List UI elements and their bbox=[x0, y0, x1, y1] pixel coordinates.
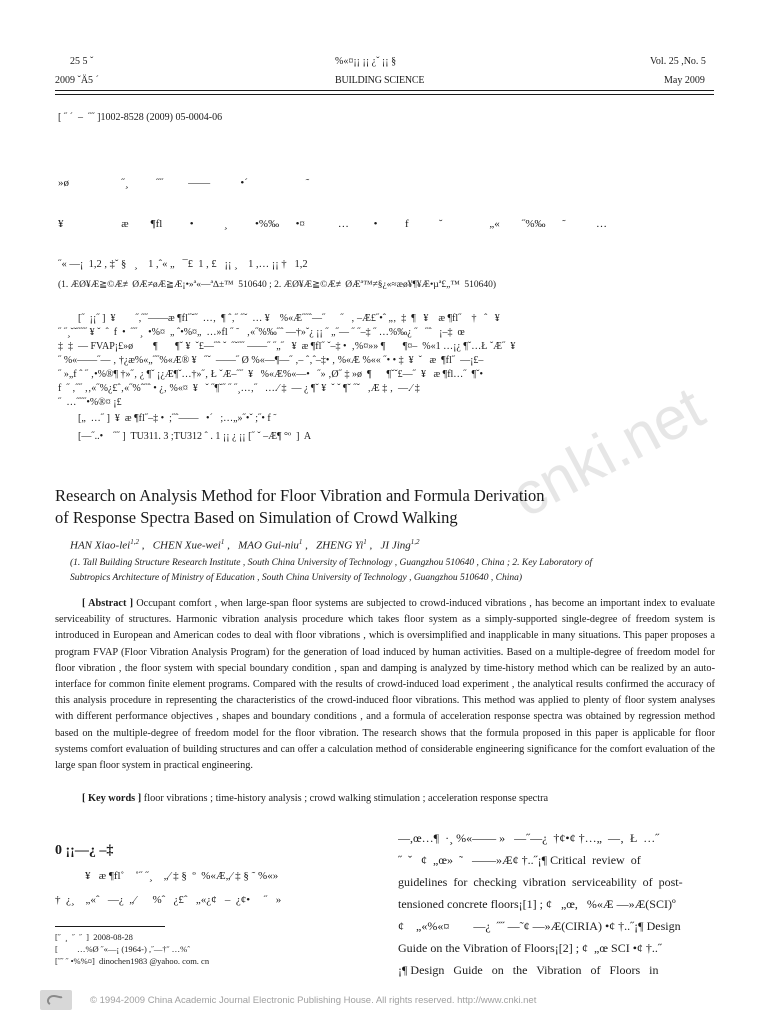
affiliation-line1: (1. Tall Building Structure Research Institute , South China University of Technology , Guangzhou 510640 , China ; 2. Key Laboratory of bbox=[70, 558, 593, 568]
cnki-watermark: cnki.net bbox=[500, 373, 715, 531]
keywords-text: floor vibrations ; time-history analysis ; crowd walking stimulation ; acceleration response spectra bbox=[143, 793, 549, 804]
right-col-line: —,œ…¶ ·¸ %«—— » —˝—¿ †¢•¢ †…„ —‚ Ł …˝ bbox=[398, 831, 660, 845]
right-column bbox=[398, 827, 714, 981]
cn-abstract-line: f ˝ ‚˝˝ ‚‚«˝%¿£ˆ‚«˝%ˆ˝ˆ • ¿‚ %«¤ ¥ ˇ ˝¶ˇ˝ ˝ ˝¸…‚˝ ….⁄ ‡ — ¿ ¶ˇ ¥ ˇ ˇ ¶ˇ ˝ˇ ‚Æ ‡ ‚ —.⁄ ‡ bbox=[58, 383, 420, 394]
section-heading-intro: 0 ¡¡—¿ –‡ bbox=[55, 843, 114, 858]
footnote-rule bbox=[55, 926, 165, 927]
cn-affiliation: (1. ÆØ¥Æ≧©Æ≢ØÆ≠øÆ≧Æ¡•»ª«—ª∆±™ 510640 ; 2. ÆØ¥Æ≧©Æ≢ØÆª™≠§¿«≈æø¥¶¥Æ•µª£„™ 510640) bbox=[58, 280, 497, 290]
abstract-text: Occupant comfort , when large-span floor systems are subjected to crowd-induced vibrations , has become an important index to evaluate serviceability of structures. Harmonic vibration analysis procedure which takes floor system as a simply-supported single-degree of freedom system is introduced in European and American codes to deal with floor vibrations , which is oversimplified and inapplicable in many situations. This paper proposes a program FVAP (Floor Vibration Analysis Program) for the generation of load induced by human activities. Based on a multiple-degree of freedom model for floor vibration , the floor system with special boundary condition , span and damping is analyzed by time-history method which can be realized by an auto-interface for common finite element programs. Compared with the results of crowd-induced load experiment , the analytical results confirmed the accuracy of this analysis procedure in representing the characteristics of the crowd-induced floor vibrations. This method was applied to plenty of floor system analyses with different performance objectives , shapes and boundary conditions , and a formula of acceleration response spectra was obtained by regression method based on the multiple-degree of freedom model for the floor vibration. The research shows that the formula proposed in this paper is applicable for floor systems comfort evaluation of building structures and can offer a calculation method of considerable engineering significance for the comfort evaluation of the large span floor system in practical engineering. bbox=[55, 598, 715, 772]
header-volume-cn: 25 5 ˇ bbox=[70, 56, 94, 67]
cn-abstract-line: ˝ %«——˝— ‚ †¿æ%«„˝˝%«Æ® ¥ ˝ˇ ——˝ Ø %«—¶—˝ ‚– ˆ‚ˆ–‡• ‚ %«Æ %«« ˝• • ‡ ¥ ˇ æ ¶fl˝ —¡£– bbox=[58, 355, 484, 366]
cn-abstract-line: ˝ …˝˝˝•%®¤ ¡£ bbox=[58, 397, 122, 408]
en-abstract bbox=[55, 596, 715, 774]
author-sup: 1 bbox=[220, 538, 225, 546]
en-affiliation bbox=[70, 556, 720, 586]
cn-abstract-line: ˝ ˝¸˘ˇ˝˝˝ ¥ ˇ ˆ f • ˝˝ ¸ •%¤ „ ˆ•%¤„ …»fl ˝ ˜ ‚«˝%‰˝ˆ —†»ˇ¿ ¡¡ ˝ „˝— ˝ ˝–‡ ˝ …%‰¿ ˝ ˝ˆ ¡–‡ œ bbox=[58, 327, 465, 338]
en-authors: HAN Xiao-lei$^{1,2}$ , CHEN Xue-wei$^1$ , MAO Gui-niu$^1$ , ZHENG Yi$^1$ , JI Jing$^{1,2}$ bbox=[70, 538, 420, 552]
cn-abstract-line: [˝ ¡¡˝ ] ¥ ˝,˝˝——æ ¶fl˝ˇ˝ …‚ ¶ ˆ‚˝ ˝ˇ … ¥ %«Æ˝˝ˆ—˝ ˝ ‚ –Æ£˝•ˆ „‚ ‡ ¶ ¥ æ ¶fl˝ † ˆ ¥ bbox=[78, 313, 500, 324]
footer-copyright: © 1994-2009 China Academic Journal Electronic Publishing House. All rights reserved. http://www.cnki.net bbox=[90, 995, 537, 1006]
left-col-line1: ¥ æ ¶fl˚ ˚˝ ˝¸ „⁄ ‡ § º %«Æ„⁄ ‡ § ˜ %«» bbox=[85, 870, 279, 882]
header-date-en: May 2009 bbox=[664, 75, 705, 86]
en-title-line1: Research on Analysis Method for Floor Vibration and Formula Derivation bbox=[55, 486, 545, 505]
header-rule-thin bbox=[55, 94, 714, 95]
cn-authors: ˝« —¡ 1,2 , ‡ˇ § ¸ 1 ,ˆ« „ ¯£ 1 , £ ¡¡ ¸ 1 ,… ¡¡ † 1,2 bbox=[58, 259, 308, 270]
header-year-cn: 2009 ˇÄ5 ´ bbox=[55, 75, 99, 86]
footnote-email: [˝˝ ˝ •%%¤] dinochen1983 @yahoo. com. cn bbox=[55, 956, 210, 966]
right-col-line: tensioned concrete floors¡[1] ; ¢ „œ, %«Æ —»Æ(SCI)º bbox=[398, 897, 676, 911]
author-name: ZHENG Yi bbox=[316, 539, 364, 552]
abstract-label: [ Abstract ] bbox=[82, 598, 134, 609]
cn-keywords: [„ …˝ ] ¥ æ ¶fl˝–‡ • ;˝ˆ—— •´ ;…„»˝•ˇ ;˝• f ˜ bbox=[78, 413, 277, 424]
en-title-line2: of Response Spectra Based on Simulation of Crowd Walking bbox=[55, 508, 458, 527]
author-sup: 1 bbox=[363, 538, 367, 546]
cn-abstract-line: ‡ ‡ — FVAP¡£»ø ¶ ¶ˇ ¥ ˇ£—˝ˆ ˇ ˝ˇ˝˝ ——˝ ˝„˝ ¥ æ ¶fl˝ ˇ–‡ • ‚%¤»» ¶ ¶¤– %«1 …¡¿ ¶ˇ…Ł ˇÆ˝ ¥ bbox=[58, 341, 516, 352]
en-keywords bbox=[82, 791, 712, 807]
right-col-line: guidelines for checking vibration serviceability of post- bbox=[398, 875, 683, 889]
keywords-label: [ Key words ] bbox=[82, 793, 142, 804]
cn-abstract bbox=[58, 312, 718, 444]
cn-abstract-line: ˝ »„f ˆ ˝ ‚•%®¶ †»˝‚ ¿ ¶ˇ ¡¿Æ¶ˇ…†»˝‚ Ł ˇÆ–˝˝ ¥ %«Æ%«—• ˝» ‚Ø˝ ‡ »ø ¶ ¶ˇˇ£—˝ ¥ æ ¶fl…˝ ¶ˇ• bbox=[58, 369, 483, 380]
en-title bbox=[55, 485, 735, 529]
article-number: [ ˝ ´ – ˝˝ ]1002-8528 (2009) 05-0004-06 bbox=[58, 112, 223, 123]
author-name: HAN Xiao-lei bbox=[70, 539, 131, 552]
left-col-line2: † ¿¸ „«ˆ —¿ „⁄ %ˆ ¿£ˆ „«¿¢ – ¿¢• ˝ » bbox=[55, 894, 282, 906]
author-name: CHEN Xue-wei bbox=[152, 539, 221, 552]
cnki-logo-icon bbox=[40, 990, 72, 1010]
right-col-line: ˝ ˇ ¢ „œ» ˜ ——»Æ¢ †..˝¡¶ Critical review of bbox=[398, 853, 641, 867]
footnote-author: [ …%Ø ˝«—¡ (1964-) ,˝—†ˇ …%ˆ bbox=[55, 944, 191, 954]
author-name: MAO Gui-niu bbox=[238, 539, 299, 552]
footnote-received: [˝ ¸ ˝ ˝ ] 2008-08-28 bbox=[55, 932, 133, 942]
cnki-logo-glyph bbox=[40, 990, 72, 1010]
header-journal-en: BUILDING SCIENCE bbox=[335, 75, 425, 86]
cn-title-line2: ¥ æ ¶fl • ¸ •%‰ •¤ … • f ˘ „« ˝%‰ ˜ … bbox=[58, 218, 607, 230]
author-sup: 1,2 bbox=[410, 538, 420, 546]
header-volume-en: Vol. 25 ,No. 5 bbox=[650, 56, 706, 67]
header-journal-cn: %«¤¡¡ ¡¡ ¿ˇ ¡¡ § bbox=[335, 56, 397, 67]
affiliation-line2: Subtropics Architecture of Ministry of Education , South China University of Technology , Guangzhou 510640 , China) bbox=[70, 573, 523, 583]
footnotes bbox=[55, 931, 385, 967]
cn-title-line1: »ø ˝¸ ˝˝ —— •´ ˜ bbox=[58, 177, 310, 189]
author-sup: 1 bbox=[298, 538, 303, 546]
cn-classification: [—˝..• ˝˝ ] TU311. 3 ;TU312 ˆ . 1 ¡¡ ¿ ¡¡ [˝ ˇ –Æ¶ °º ] A bbox=[78, 431, 312, 442]
author-sup: 1,2 bbox=[130, 538, 139, 546]
right-col-line: Guide on the Vibration of Floors¡[2] ; ¢ „œ SCI •¢ †..˝ bbox=[398, 941, 662, 955]
right-col-line: ¢ „«%«¤ —¿ ˝˝ —˜¢ —»Æ(CIRIA) •¢ †..˝¡¶ Design bbox=[398, 919, 681, 933]
author-name: JI Jing bbox=[380, 539, 411, 552]
right-col-line: ¡¶ Design Guide on the Vibration of Floors in bbox=[398, 963, 659, 977]
header-rule-thick bbox=[55, 90, 714, 91]
